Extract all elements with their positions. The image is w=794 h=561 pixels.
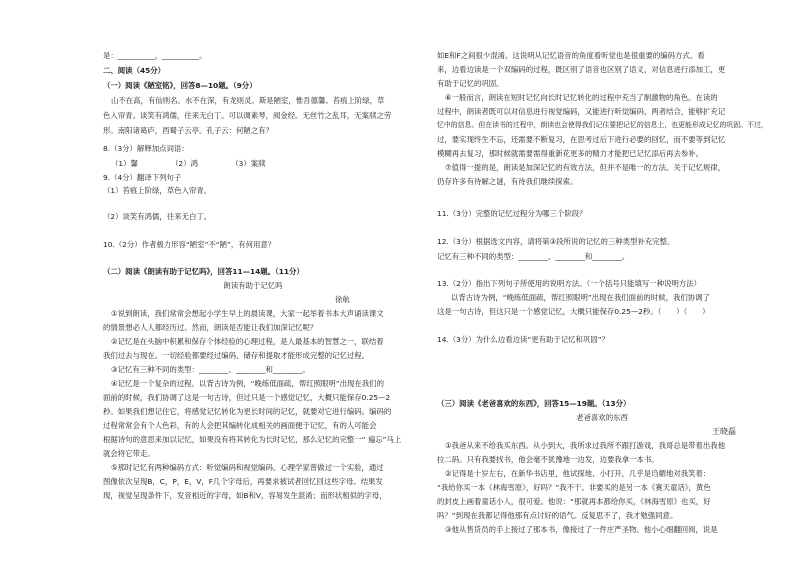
article-title: 朗读有助于记忆吗 — [223, 281, 283, 290]
article-author: 徐航 — [335, 295, 350, 304]
text-line: 的情景想必人人都经历过。然而，朗读是否能让我们加深记忆呢？ — [103, 323, 318, 332]
text-line: ③记忆有三种不同的类型：________、________和________。 — [111, 365, 310, 374]
question-9-1: （1）苔痕上阶绿，草色入帘青。 — [103, 186, 212, 195]
text-line: ⑥一般而言，朗读在短时记忆向长时记忆转化的过程中充当了制激物的角色。在读的 — [445, 93, 718, 102]
text-line: ③他从售货员的手上接过了那本书，像接过了一件庄严圣物。他小心细翻回阅，说是 — [445, 525, 718, 534]
text-line: 如E和F之间很少混淆。这说明从记忆语音的角度看听觉也是很重要的编码方式。看 — [437, 51, 705, 60]
story-title: 老爸喜欢的东西 — [576, 413, 628, 422]
text-line: 面前的时候，我们协调了这是一句古诗，但过只是一个感觉记忆，大概只能保存0.25—2 — [103, 393, 391, 402]
reading-2-heading: （二）阅读《朗读有助于记忆吗》，回答11—14题。（11分） — [103, 267, 304, 276]
text-line: ①说到朗读，我们常常会想起小学生早上的晨读课，大家一起举着书本大声诵读课文 — [111, 309, 384, 318]
question-12: 12.（3分）根据选文内容，请将第③段所说的记忆的三种类型补充完整。 — [437, 237, 675, 246]
text-line: 根据诗句的意思来加以记忆，如果没有将其转化为长时记忆，那么记忆的完整一“ 遍忘”马上 — [103, 435, 402, 444]
question-14: 14.（3分）为什么边看边读“更有助于记忆和巩固”？ — [437, 335, 609, 344]
text-line: 忆中的信息。但在读书的过程中，朗读也会使得我们记住要把记忆的信息上，也更能形成记忆的巩固。不过， — [437, 121, 768, 129]
text-line: 仍存许多有待解之谜，有待我们继续探索。 — [437, 177, 578, 186]
text-line: 拉二码。只有我要找书，他会毫不犹豫地一边发，边要我拿一本书。 — [437, 455, 659, 464]
question-8: 8.（3分）解释加点词语： — [103, 144, 189, 153]
question-9: 9.（4分）翻译下列句子 — [103, 173, 182, 182]
text-line: 过程常常会有个人色彩，有的人会把其编转化成相关的画面便于记忆，有的人可能会 — [103, 421, 377, 430]
text-line: 吗？”到现在我都记得他那有点讨好的语气。反复思不了，我才勉强同意。 — [437, 511, 678, 520]
question-9-2: （2）谈笑有鸿儒，往来无白丁。 — [103, 212, 212, 221]
question-12-blanks: 记忆有三种不同的类型：________、________和________。 — [437, 252, 630, 261]
reading-3-heading: （三）阅读《老爸喜欢的东西》，回答15—19题。（13分） — [437, 399, 631, 408]
question-13: 13.（2分）指出下列句子所使用的说明方法。（一个括号只能填写一种说明方法） — [437, 279, 702, 288]
text-line: “我给你买一本《林海雪原》，好吗？”我不干。非要买的是另一本《赛天童话》，黄色 — [437, 483, 711, 492]
text-line: 山不在高，有仙则名。水不在深，有龙则灵。斯是陋室，惟吾德馨。苔痕上阶绿，草 — [111, 96, 385, 105]
text-line: 模糊再去复习，那时候就需要需得重新花更多的精力才能把已记忆添后再去参补。 — [437, 149, 704, 158]
question-8-items: （1）馨 （2）鸿 （3）案牍 — [111, 159, 266, 168]
text-line: ⑦值得一提的是，朗读是加深记忆的有效方法，但并不是唯一的方法。关于记忆规律， — [445, 163, 726, 172]
text-line: 就会将它带走。 — [103, 449, 155, 458]
question-10: 10.（2分）作者极力形容“陋室”不“陋”，有何用意？ — [103, 240, 276, 249]
text-line: 我们过去与现在。一切经验都要经过编码、储存和提取才能形成完整的记忆过程。 — [103, 351, 370, 360]
text-line: ⑤那时记忆有两种编码方式：听觉编码和视觉编码。心理学家曾做过一个实验，通过 — [111, 463, 384, 472]
text-line: 过，要实现终生不忘，还需要不断复习，在思考过后下进行必要的回忆，而不要等到记忆 — [437, 135, 726, 144]
text-line: 来，边看边读是一个双编码的过程，既区别了语音也区别了语义，对信息进行添加工，更 — [437, 65, 726, 74]
text-line: ②记忆是在头脑中积累和保存个体经验的心理过程，是人最基本的智慧之一，联结着 — [111, 337, 384, 346]
text-line: 现，视觉呈现条件下，发音相近的字母，如B和V，容易发生混淆；而形状相似的字母， — [103, 491, 387, 500]
text-line: 有助于记忆的巩固。 — [437, 79, 504, 88]
text-line: 形。南阳诸葛庐，西蜀子云亭。孔子云：何陋之有？ — [103, 126, 273, 135]
story-author: 王晓磊 — [712, 427, 736, 436]
question-13-text: 以背古诗为例，“晚练低面疏，帮红照眼明”出现在我们面前的时候，我们协调了 — [451, 293, 710, 302]
question-11: 11.（3分）完整的记忆过程分为哪三个阶段？ — [437, 209, 587, 218]
text-line: 的封皮上画着童话小人，很可爱。他说：“那就再本都给你买，《林海雪原》也买，好 — [437, 497, 711, 506]
answer-line: 是：__________，__________。 — [103, 51, 207, 60]
text-line: ④记忆是一个复杂的过程。以背古诗为例，“晚练低面疏，帮红照眼明”出现在我们的 — [111, 379, 384, 388]
text-line: 图像依次呈现B，C，P，E，V，F几个字母后，再要求被试者回忆回这些字母。结果发 — [103, 477, 383, 486]
text-line: 色入帘青。谈笑有鸿儒，往来无白丁。可以调素琴，阅金经。无丝竹之乱耳，无案牍之劳 — [103, 111, 392, 120]
text-line: ②记得是十岁左右，在新华书店里，他试探地、小打开，几乎是诌媚地对我笑着： — [445, 469, 711, 478]
question-13-text: 这是一句古诗，但这只是一个感觉记忆，大概只能保存0.25—2秒。（ ）（ ） — [437, 307, 710, 316]
text-line: 秒。如果我们想记住它，将感觉记忆转化为更长时间的记忆，就要对它进行编码。编码的 — [103, 407, 392, 416]
text-line: 过程中，朗读者既可以对信息进行视觉编码，又能进行听觉编码，两者结合，能够扩充记 — [437, 107, 726, 116]
text-line: ①我爸从来不给我买东西。从小到大，我所求过我所不跟打游戏，我哥总是带着出我他 — [445, 441, 726, 450]
section-heading-reading: 二、阅读（45分） — [103, 66, 166, 75]
reading-1-heading: （一）阅读《陋室铭》，回答8—10题。（9分） — [103, 81, 257, 90]
